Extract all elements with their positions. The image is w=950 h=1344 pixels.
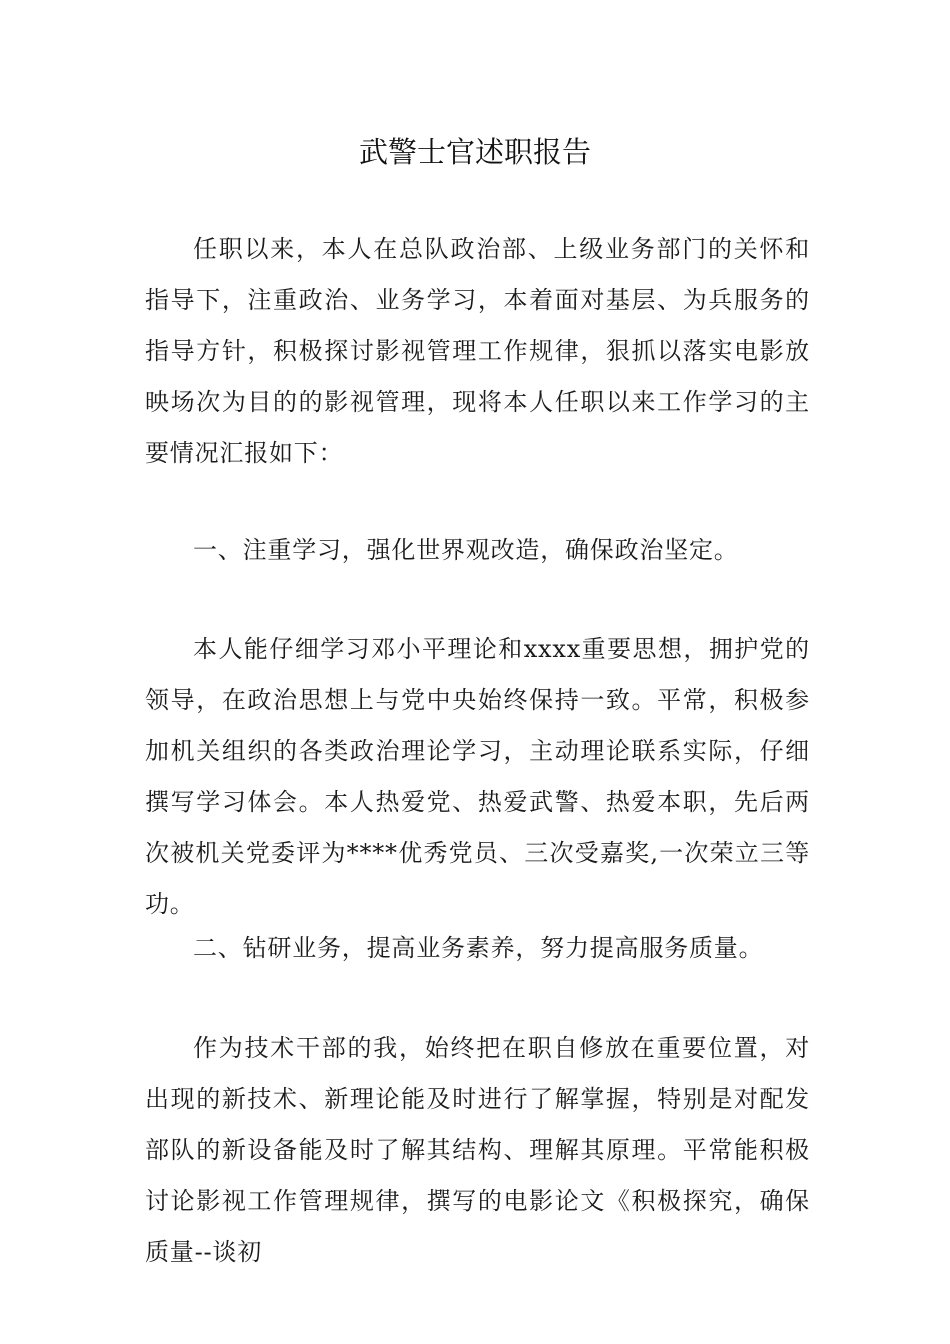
section-2-paragraph: 作为技术干部的我，始终把在职自修放在重要位置，对出现的新技术、新理论能及时进行了解掌握，特别是对配发部队的新设备能及时了解其结构、理解其原理。平常能积极讨论影视工作管理规律，撰写的电影论文《积极探究，确保质量--谈初 <box>145 1034 810 1266</box>
section-1-paragraph: 本人能仔细学习邓小平理论和xxxx重要思想，拥护党的领导，在政治思想上与党中央始终保持一致。平常，积极参加机关组织的各类政治理论学习，主动理论联系实际，仔细撰写学习体会。本人热爱党、热爱武警、热爱本职，先后两次被机关党委评为****优秀党员、三次受嘉奖,一次荣立三等功。 <box>145 635 810 918</box>
document-title: 武警士官述职报告 <box>358 135 591 169</box>
section-heading-1: 一、注重学习，强化世界观改造，确保政治坚定。 <box>193 536 739 564</box>
section-heading-2: 二、钻研业务，提高业务素养，努力提高服务质量。 <box>193 934 764 962</box>
intro-paragraph: 任职以来，本人在总队政治部、上级业务部门的关怀和指导下，注重政治、业务学习，本着面对基层、为兵服务的指导方针，积极探讨影视管理工作规律，狠抓以落实电影放映场次为目的的影视管理，现将本人任职以来工作学习的主要情况汇报如下： <box>145 235 810 467</box>
